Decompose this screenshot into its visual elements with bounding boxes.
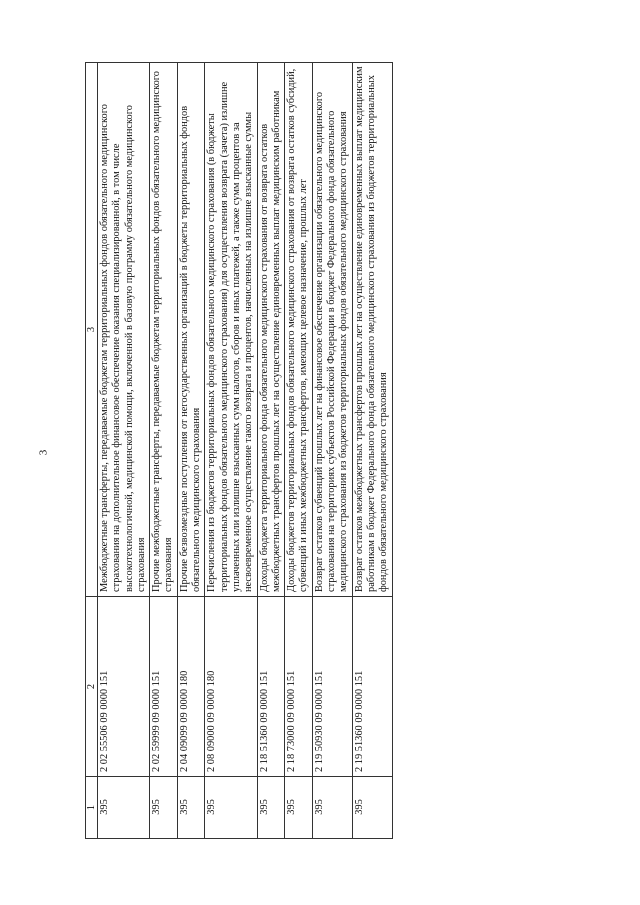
budget-code-cell: 2 19 51360 09 0000 151 <box>352 597 392 777</box>
description-cell: Прочие межбюджетные трансферты, передаваемые бюджетам территориальных фондов обязательного медицинского страхования <box>150 63 178 597</box>
table-row <box>205 63 257 839</box>
budget-code-cell: 2 18 73000 09 0000 151 <box>285 597 313 777</box>
table-row <box>177 63 205 839</box>
header-col-1: 1 <box>86 777 98 839</box>
admin-code-cell: 395 <box>177 777 205 839</box>
budget-code-cell: 2 08 09000 09 0000 180 <box>205 597 257 777</box>
table-row <box>150 63 178 839</box>
admin-code-cell: 395 <box>352 777 392 839</box>
table-header-row <box>86 63 98 839</box>
rotated-table-container <box>85 63 557 839</box>
description-cell: Прочие безвозмездные поступления от негосударственных организаций в бюджеты территориальных фондов обязательного медицинского страхования <box>177 63 205 597</box>
description-cell: Возврат остатков межбюджетных трансфертов прошлых лет на осуществление единовременных выплат медицинским работникам в бюджет Федерального фонда обязательного медицинского страхования из бюджетов территориальных фондов обязательного медицинского страхования <box>352 63 392 597</box>
table-row <box>285 63 313 839</box>
header-col-3: 3 <box>86 63 98 597</box>
admin-code-cell: 395 <box>150 777 178 839</box>
codes-table <box>85 62 393 839</box>
admin-code-cell: 395 <box>205 777 257 839</box>
budget-code-cell: 2 19 50930 09 0000 151 <box>312 597 352 777</box>
budget-code-cell: 2 04 09099 09 0000 180 <box>177 597 205 777</box>
description-cell: Межбюджетные трансферты, передаваемые бюджетам территориальных фондов обязательного медицинского страхования на дополнительное финансовое обеспечение оказания специализированной, в том числе высокотехнологичной, медицинской помощи, включенной в базовую программу обязательного медицинского страхования <box>98 63 150 597</box>
description-cell: Доходы бюджетов территориальных фондов обязательного медицинского страхования от возврата остатков субсидий, субвенций и иных межбюджетных трансфертов, имеющих целевое назначение, прошлых лет <box>285 63 313 597</box>
page-number: 3 <box>37 449 50 456</box>
admin-code-cell: 395 <box>312 777 352 839</box>
table-row <box>312 63 352 839</box>
admin-code-cell: 395 <box>257 777 285 839</box>
admin-code-cell: 395 <box>285 777 313 839</box>
description-cell: Перечисления из бюджетов территориальных фондов обязательного медицинского страхования (в бюджеты территориальных фондов обязательного медицинского страхования) для осуществления возврата (зачета) излишне уплаченных или излишне взысканных сумм налогов, сборов и иных платежей, а также сумм процентов за несвоевременное осуществление такого возврата и процентов, начисленных на излишне взысканные суммы <box>205 63 257 597</box>
description-cell: Возврат остатков субвенций прошлых лет на финансовое обеспечение организации обязательного медицинского страхования на территориях субъектов Российской Федерации в бюджет Федерального фонда обязательного медицинского страхования из бюджетов территориальных фондов обязательного медицинского страхования <box>312 63 352 597</box>
description-cell: Доходы бюджета территориального фонда обязательного медицинского страхования от возврата остатков межбюджетных трансфертов прошлых лет на осуществление единовременных выплат медицинским работникам <box>257 63 285 597</box>
header-col-2: 2 <box>86 597 98 777</box>
table-row <box>98 63 150 839</box>
admin-code-cell: 395 <box>98 777 150 839</box>
table-row <box>352 63 392 839</box>
table-row <box>257 63 285 839</box>
budget-code-cell: 2 02 59999 09 0000 151 <box>150 597 178 777</box>
budget-code-cell: 2 02 55506 09 0000 151 <box>98 597 150 777</box>
budget-code-cell: 2 18 51360 09 0000 151 <box>257 597 285 777</box>
